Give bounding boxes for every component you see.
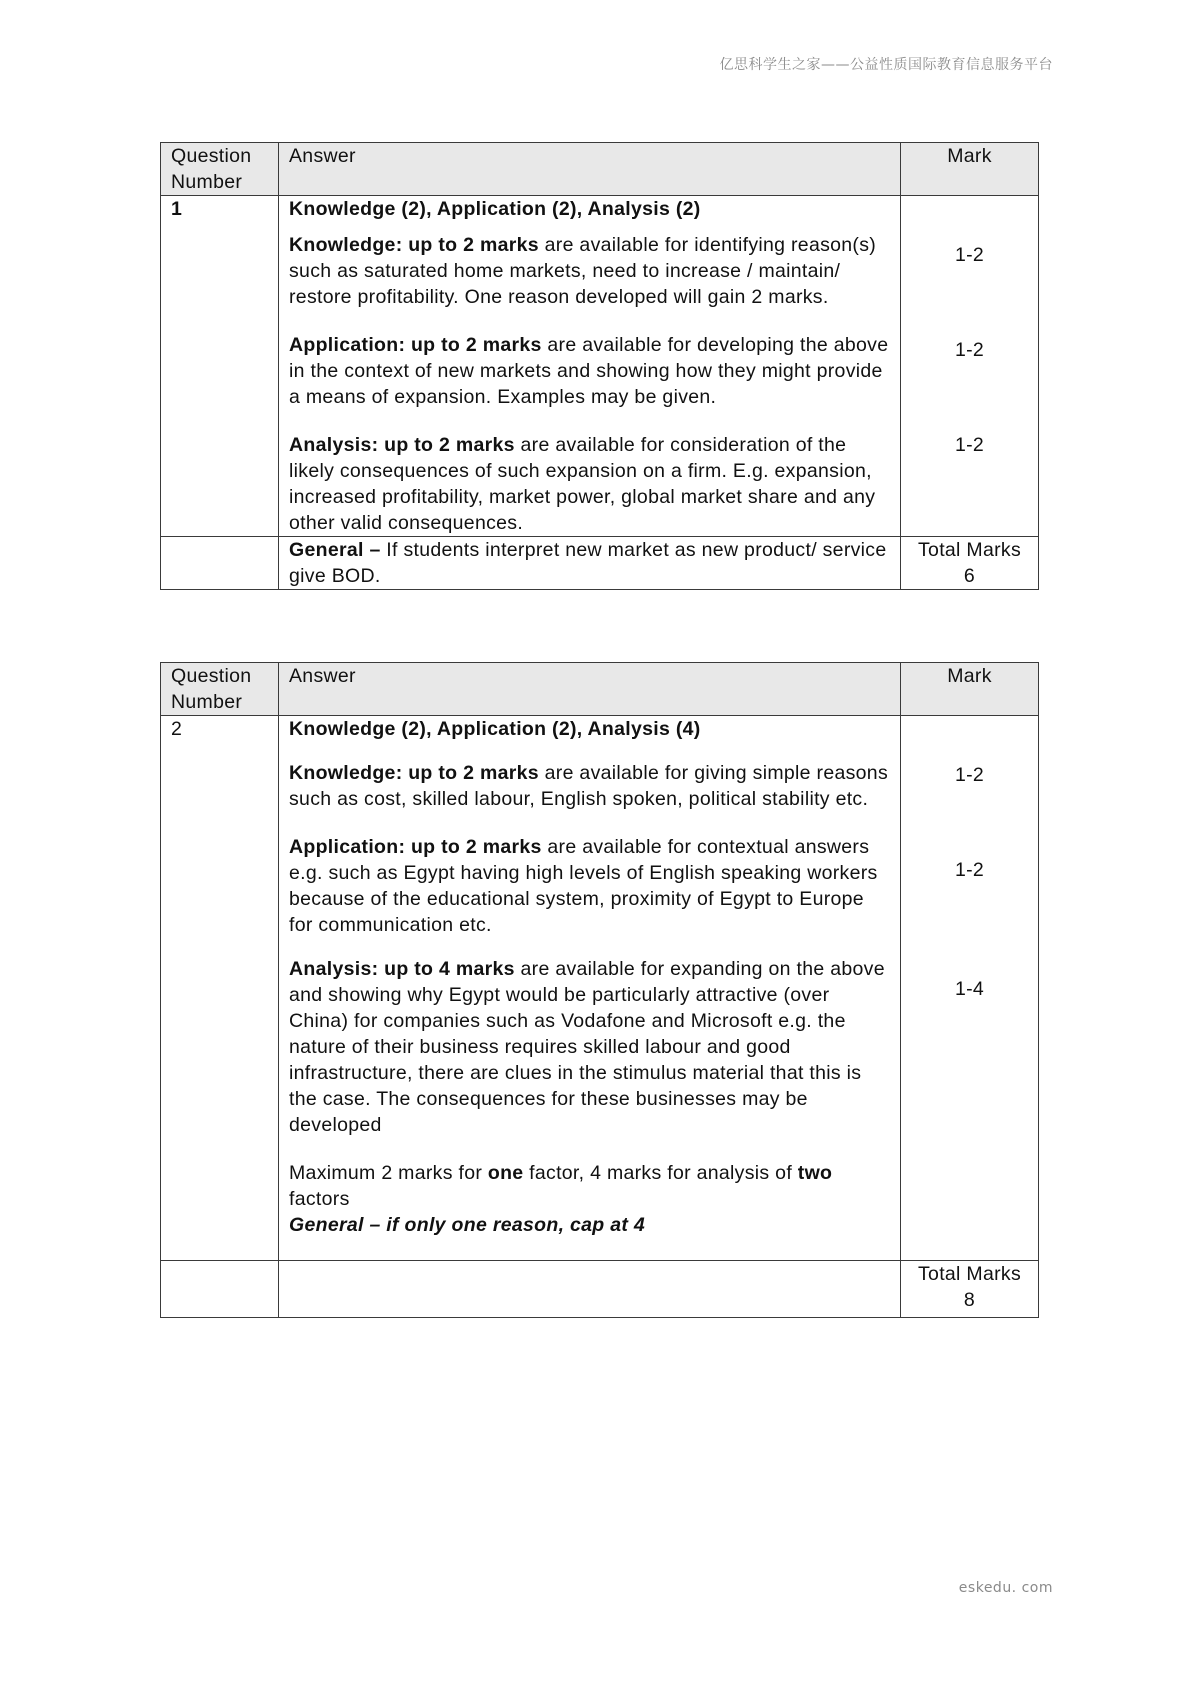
answer-cell [279,716,901,1261]
marks-cell [901,716,1039,1261]
page-header: 亿思科学生之家——公益性质国际教育信息服务平台 [719,57,1053,73]
question-number: 1 [161,196,279,537]
mark-application: 1-2 [954,339,985,361]
maximum-marks-note: Maximum 2 marks for one factor, 4 marks for analysis of two factors [289,1162,833,1210]
knowledge-criteria: Knowledge: up to 2 marks are available for giving simple reasons such as cost, skilled labour, English spoken, political stability etc. [289,762,888,810]
answer-heading: Knowledge (2), Application (2), Analysis (4) [289,718,701,740]
page-footer: eskedu. com [958,1580,1053,1596]
col-header-answer: Answer [279,663,901,716]
analysis-criteria: Analysis: up to 2 marks are available for consideration of the likely consequences of such expansion on a firm. E.g. expansion, increased profitability, market power, global market share and any other valid consequences. [289,434,876,534]
mark-analysis: 1-4 [954,978,985,1000]
table-header-row [161,663,1039,716]
mark-scheme-table-q1 [160,142,1039,590]
table-row [161,537,1039,590]
col-header-answer: Answer [279,143,901,196]
application-criteria: Application: up to 2 marks are available for contextual answers e.g. such as Egypt having high levels of English speaking workers because of the educational system, proximity of Egypt to Europe for communication etc. [289,836,878,936]
mark-application: 1-2 [954,859,985,881]
question-number: 2 [161,716,279,1261]
col-header-question-number: Question Number [161,663,279,716]
mark-knowledge: 1-2 [954,764,985,786]
answer-cell [279,196,901,537]
analysis-criteria: Analysis: up to 4 marks are available for expanding on the above and showing why Egypt would be particularly attractive (over China) for companies such as Vodafone and Microsoft e.g. the nature of their business requires skilled labour and good infrastructure, there are clues in the stimulus material that this is the case. The consequences for these businesses may be developed [289,958,885,1136]
table-row [161,716,1039,1261]
total-marks: Total Marks 6 [901,537,1039,590]
mark-knowledge: 1-2 [954,244,985,266]
col-header-question-number: Question Number [161,143,279,196]
table-row [161,196,1039,537]
table-row [161,1261,1039,1318]
mark-scheme-table-q2 [160,662,1039,1318]
marks-cell [901,196,1039,537]
application-criteria: Application: up to 2 marks are available for developing the above in the context of new markets and showing how they might provide a means of expansion. Examples may be given. [289,334,889,408]
general-note: General – if only one reason, cap at 4 [289,1214,646,1236]
col-header-mark: Mark [901,663,1039,716]
col-header-mark: Mark [901,143,1039,196]
total-marks: Total Marks 8 [901,1261,1039,1318]
answer-heading: Knowledge (2), Application (2), Analysis (2) [289,198,701,220]
knowledge-criteria: Knowledge: up to 2 marks are available for identifying reason(s) such as saturated home markets, need to increase / maintain/ restore profitability. One reason developed will gain 2 marks. [289,234,877,308]
general-note: General – If students interpret new market as new product/ service give BOD. [279,537,901,590]
table-header-row [161,143,1039,196]
mark-analysis: 1-2 [954,434,985,456]
